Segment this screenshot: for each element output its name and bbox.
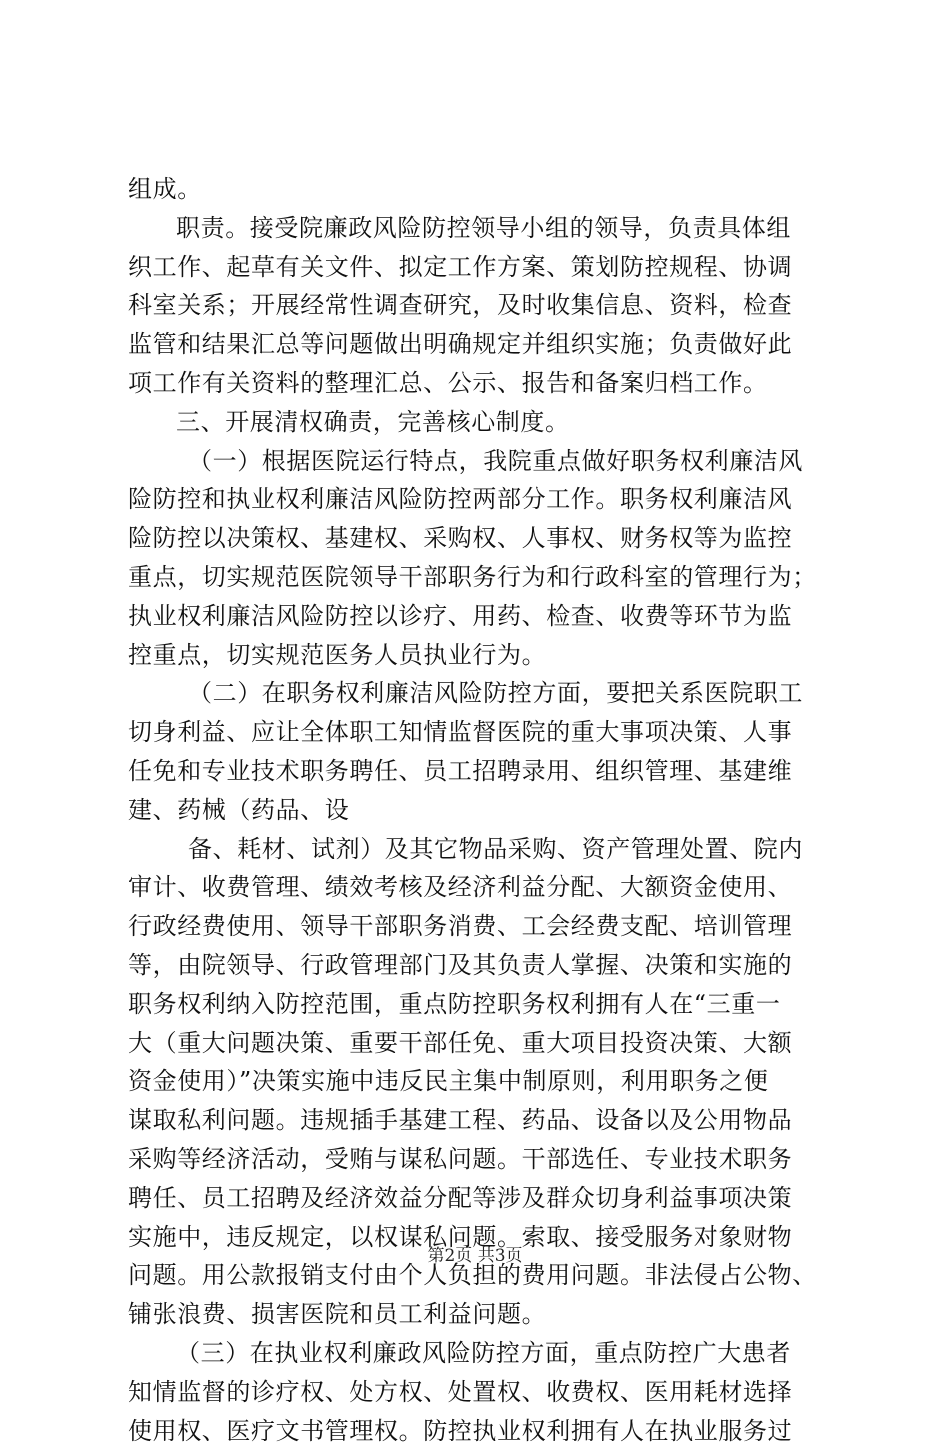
- page-number: 第2页 共3页: [427, 1246, 522, 1266]
- text-line: 职责。接受院廉政风险防控领导小组的领导，负责具体组: [128, 209, 838, 248]
- text-line: 织工作、起草有关文件、拟定工作方案、策划防控规程、协调: [128, 248, 838, 287]
- text-line: 资金使用）”决策实施中违反民主集中制原则，利用职务之便: [128, 1062, 838, 1101]
- text-line: 知情监督的诊疗权、处方权、处置权、收费权、医用耗材选择: [128, 1373, 838, 1412]
- text-line: 项工作有关资料的整理汇总、公示、报告和备案归档工作。: [128, 364, 838, 403]
- text-line: 切身利益、应让全体职工知情监督医院的重大事项决策、人事: [128, 713, 838, 752]
- text-line: 重点，切实规范医院领导干部职务行为和行政科室的管理行为；: [128, 558, 838, 597]
- text-line: 险防控以决策权、基建权、采购权、人事权、财务权等为监控: [128, 519, 838, 558]
- text-line: 职务权利纳入防控范围，重点防控职务权利拥有人在“三重一: [128, 985, 838, 1024]
- text-line: 监管和结果汇总等问题做出明确规定并组织实施；负责做好此: [128, 325, 838, 364]
- text-line: 等，由院领导、行政管理部门及其负责人掌握、决策和实施的: [128, 946, 838, 985]
- text-line: （二）在职务权利廉洁风险防控方面，要把关系医院职工: [128, 674, 838, 713]
- section-heading: 三、开展清权确责，完善核心制度。: [128, 403, 838, 442]
- text-line: 聘任、员工招聘及经济效益分配等涉及群众切身利益事项决策: [128, 1179, 838, 1218]
- text-line: 采购等经济活动，受贿与谋私问题。干部选任、专业技术职务: [128, 1140, 838, 1179]
- text-line: 谋取私利问题。违规插手基建工程、药品、设备以及公用物品: [128, 1101, 838, 1140]
- text-line: 任免和专业技术职务聘任、员工招聘录用、组织管理、基建维: [128, 752, 838, 791]
- text-line: 铺张浪费、损害医院和员工利益问题。: [128, 1295, 838, 1334]
- text-line: 组成。: [128, 170, 838, 209]
- text-line: 大（重大问题决策、重要干部任免、重大项目投资决策、大额: [128, 1024, 838, 1063]
- text-line: 控重点，切实规范医务人员执业行为。: [128, 636, 838, 675]
- text-line: 使用权、医疗文书管理权。防控执业权利拥有人在执业服务过: [128, 1412, 838, 1450]
- page-footer: [0, 1244, 950, 1268]
- text-line: 建、药械（药品、设: [128, 791, 838, 830]
- text-line: 审计、收费管理、绩效考核及经济利益分配、大额资金使用、: [128, 868, 838, 907]
- text-line: 科室关系；开展经常性调查研究，及时收集信息、资料，检查: [128, 286, 838, 325]
- text-line: 实施中，违反规定，以权谋私问题。索取、接受服务对象财物: [128, 1218, 838, 1257]
- text-line: 执业权利廉洁风险防控以诊疗、用药、检查、收费等环节为监: [128, 597, 838, 636]
- text-line: 行政经费使用、领导干部职务消费、工会经费支配、培训管理: [128, 907, 838, 946]
- text-line: 险防控和执业权利廉洁风险防控两部分工作。职务权利廉洁风: [128, 480, 838, 519]
- text-line: （三）在执业权利廉政风险防控方面，重点防控广大患者: [128, 1334, 838, 1373]
- text-line: （一）根据医院运行特点，我院重点做好职务权利廉洁风: [128, 442, 838, 481]
- text-line: 问题。用公款报销支付由个人负担的费用问题。非法侵占公物、: [128, 1256, 838, 1295]
- text-line: 备、耗材、试剂）及其它物品采购、资产管理处置、院内: [128, 830, 838, 869]
